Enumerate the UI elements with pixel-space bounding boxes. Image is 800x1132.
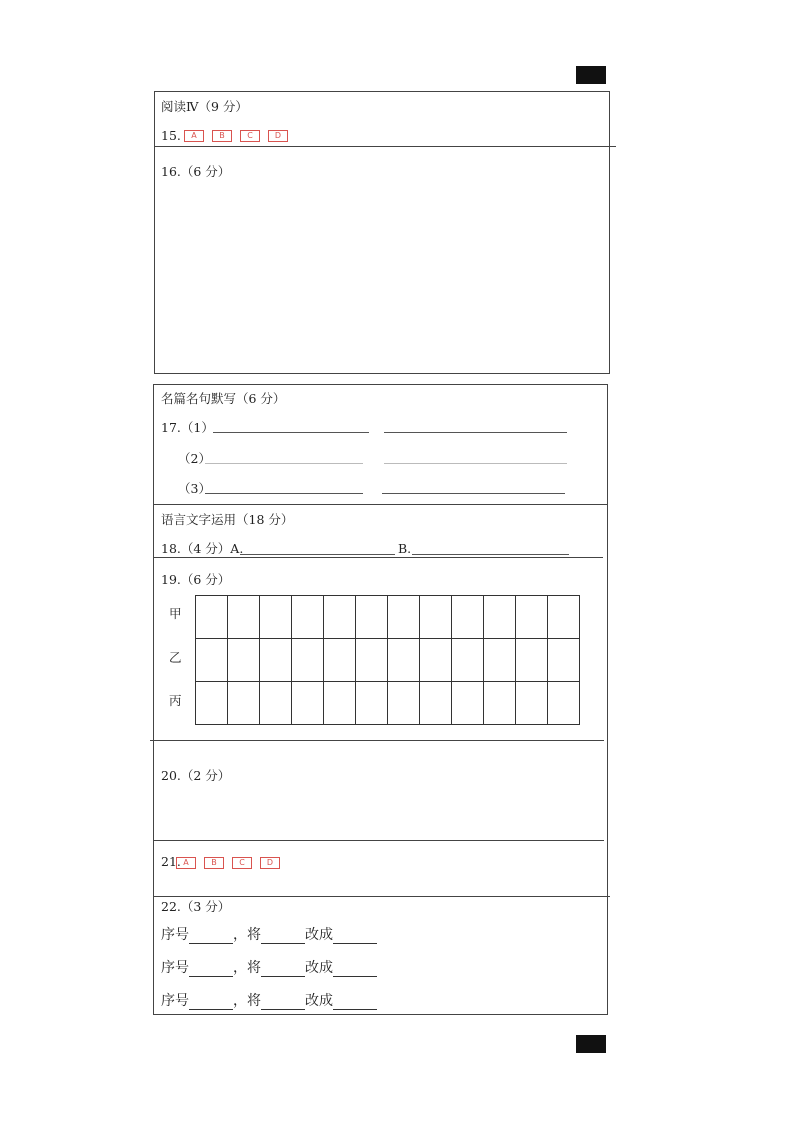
grid-cell[interactable] [516,639,548,682]
grid-cell[interactable] [388,682,420,725]
q17-2-label: （2） [178,451,211,466]
grid-cell[interactable] [356,639,388,682]
q22-row1-from-blank[interactable] [261,931,305,944]
q22-row3-seq-label: 序号 [161,993,189,1009]
grid-cell[interactable] [356,682,388,725]
grid-cell[interactable] [260,682,292,725]
q19-row-label-bing: 丙 [169,693,182,708]
q15-option-a[interactable]: A [184,130,204,142]
q22-row-1 [161,924,377,944]
q22-row2-will-label: ，将 [233,960,261,976]
grid-cell[interactable] [452,639,484,682]
grid-cell[interactable] [228,682,260,725]
q17-1-blank-b[interactable] [384,432,567,433]
grid-cell[interactable] [452,682,484,725]
q17-2-blank-a[interactable] [205,463,363,464]
grid-cell[interactable] [548,682,580,725]
q22-row2-seq-label: 序号 [161,960,189,976]
q18-blank-a[interactable] [240,554,395,555]
grid-cell[interactable] [452,596,484,639]
grid-cell[interactable] [356,596,388,639]
alignment-marker-bottom [576,1035,606,1053]
q22-row1-will-label: ，将 [233,927,261,943]
q17-3-label: （3） [178,481,211,496]
q15-divider [154,146,616,147]
q22-row2-from-blank[interactable] [261,964,305,977]
q21-label: 21. [161,854,181,869]
grid-cell[interactable] [292,682,324,725]
q19-grid-row-jia [196,596,580,639]
q19-row-label-jia: 甲 [169,606,182,621]
q15-options [184,130,288,142]
grid-cell[interactable] [484,639,516,682]
q18-blank-b[interactable] [412,554,569,555]
grid-cell[interactable] [196,639,228,682]
q20-divider [153,840,604,841]
grid-cell[interactable] [516,682,548,725]
q18-divider [153,557,603,558]
q22-row3-will-label: ，将 [233,993,261,1009]
grid-cell[interactable] [196,682,228,725]
q19-answer-grid [195,595,580,725]
grid-cell[interactable] [388,596,420,639]
q21-option-c[interactable]: C [232,857,252,869]
q20-answer-area[interactable] [156,790,602,838]
q22-row3-to-blank[interactable] [333,997,377,1010]
grid-cell[interactable] [292,596,324,639]
q22-row2-seq-blank[interactable] [189,964,233,977]
grid-cell[interactable] [420,596,452,639]
q17-3-blank-a[interactable] [205,493,363,494]
q15-label: 15. [161,128,181,143]
grid-cell[interactable] [420,682,452,725]
q17-1-blank-a[interactable] [213,432,369,433]
q22-row-3 [161,990,377,1010]
q17-3-blank-b[interactable] [382,493,565,494]
grid-cell[interactable] [548,639,580,682]
q19-grid-row-yi [196,639,580,682]
dictation-divider [153,504,608,505]
grid-cell[interactable] [324,596,356,639]
q19-label: 19.（6 分） [161,572,231,587]
alignment-marker-top [576,66,606,84]
q18-b-label: B. [398,541,412,556]
q22-row2-change-label: 改成 [305,960,333,976]
grid-cell[interactable] [420,639,452,682]
q19-divider [150,740,604,741]
q22-row3-seq-blank[interactable] [189,997,233,1010]
language-heading: 语言文字运用（18 分） [161,512,294,527]
grid-cell[interactable] [484,682,516,725]
q21-option-b[interactable]: B [204,857,224,869]
q21-option-a[interactable]: A [176,857,196,869]
q22-row3-from-blank[interactable] [261,997,305,1010]
q22-row1-to-blank[interactable] [333,931,377,944]
q15-option-b[interactable]: B [212,130,232,142]
grid-cell[interactable] [228,596,260,639]
q15-option-d[interactable]: D [268,130,288,142]
q19-row-label-yi: 乙 [169,650,182,665]
grid-cell[interactable] [260,596,292,639]
q22-row-2 [161,957,377,977]
grid-cell[interactable] [292,639,324,682]
q17-label: 17.（1） [161,420,214,435]
grid-cell[interactable] [324,682,356,725]
grid-cell[interactable] [516,596,548,639]
grid-cell[interactable] [324,639,356,682]
q21-option-d[interactable]: D [260,857,280,869]
grid-cell[interactable] [196,596,228,639]
q22-row1-seq-label: 序号 [161,927,189,943]
q19-grid-row-bing [196,682,580,725]
reading4-heading: 阅读Ⅳ（9 分） [161,99,248,114]
q21-divider [153,896,610,897]
dictation-heading: 名篇名句默写（6 分） [161,391,286,406]
grid-cell[interactable] [548,596,580,639]
q17-2-blank-b[interactable] [384,463,567,464]
q22-row1-change-label: 改成 [305,927,333,943]
q16-answer-area[interactable] [156,186,606,370]
q21-options [176,857,280,869]
grid-cell[interactable] [388,639,420,682]
q20-label: 20.（2 分） [161,768,231,783]
grid-cell[interactable] [484,596,516,639]
grid-cell[interactable] [260,639,292,682]
q15-option-c[interactable]: C [240,130,260,142]
q22-label: 22.（3 分） [161,899,231,914]
grid-cell[interactable] [228,639,260,682]
q22-row3-change-label: 改成 [305,993,333,1009]
q22-row2-to-blank[interactable] [333,964,377,977]
q18-label: 18.（4 分）A. [161,541,244,556]
q22-row1-seq-blank[interactable] [189,931,233,944]
q16-label: 16.（6 分） [161,164,231,179]
